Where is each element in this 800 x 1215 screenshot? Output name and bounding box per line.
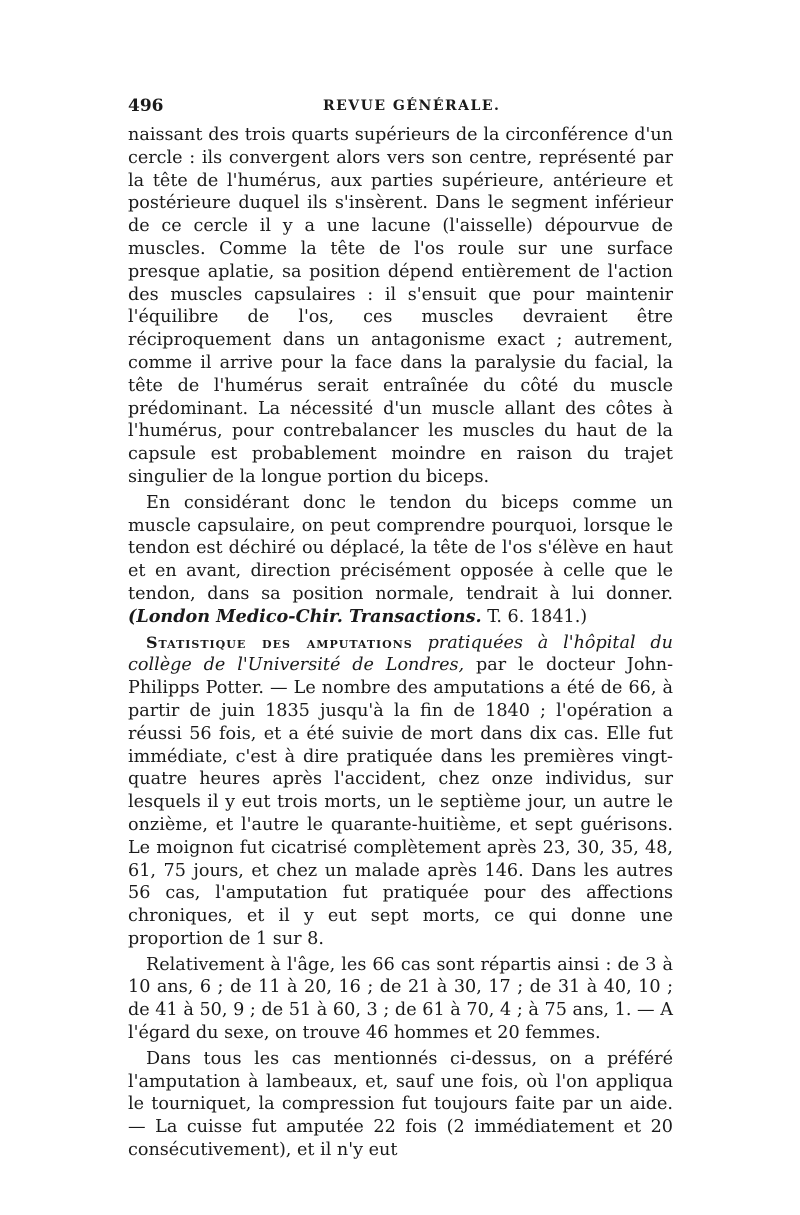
paragraph-5-text: Dans tous les cas mentionnés ci-dessus, on a préféré l'amputation à lambeaux, et, sauf une fois, où l'on appliqua le tourniquet, la compression fut toujours faite par un aide. — La cuisse fut amputée 22 fois (2 immédiatement et 20 consécutivement), et il n'y eut xyxy=(128,1048,673,1161)
citation-volume: T. 6. 1841.) xyxy=(487,606,588,627)
article-body xyxy=(128,124,673,1162)
page xyxy=(128,96,673,1165)
section-heading-italic: pratiquées à l'hôpital du collège de l'Université de Londres, xyxy=(128,632,674,676)
paragraph-3-text: par le docteur John-Philipps Potter. — Le nombre des amputations a été de 66, à partir de juin 1835 jusqu'à la fin de 1840 ; l'opération a réussi 56 fois, et a été suivie de mort dans dix cas. Elle fut immédiate, c'est à dire pratiquée dans les premières vingt-quatre heures après l'accident, chez onze individus, sur lesquels il y eut trois morts, un le septième jour, un autre le onzième, et l'autre le quarante-huitième, et sept guérisons. Le moignon fut cicatrisé complètement après 23, 30, 35, 48, 61, 75 jours, et chez un malade après 146. Dans les autres 56 cas, l'amputation fut pratiquée pour des affections chroniques, et il y eut sept morts, ce qui donne une proportion de 1 sur 8. xyxy=(128,655,674,949)
paragraph-4-text: Relativement à l'âge, les 66 cas sont répartis ainsi : de 3 à 10 ans, 6 ; de 11 à 20, 16 ; de 21 à 30, 17 ; de 31 à 40, 10 ; de 41 à 50, 9 ; de 51 à 60, 3 ; de 61 à 70, 4 ; à 75 ans, 1. — A l'égard du sexe, on trouve 46 hommes et 20 femmes. xyxy=(128,954,673,1044)
paragraph-2 xyxy=(128,492,673,629)
paragraph-1: naissant des trois quarts supérieurs de la circonférence d'un cercle : ils convergent alors vers son centre, représenté par la tête de l'humérus, aux parties supérieure, antérieure et postérieure duquel ils s'insèrent. Dans le segment inférieur de ce cercle il y a une lacune (l'aisselle) dépourvue de muscles. Comme la tête de l'os roule sur une surface presque aplatie, sa position dépend entièrement de l'action des muscles capsulaires : il s'ensuit que pour maintenir l'équilibre de l'os, ces muscles devraient être réciproquement dans un antagonisme exact ; autrement, comme il arrive pour la face dans la paralysie du facial, la tête de l'humérus serait entraînée du côté du muscle prédominant. La nécessité d'un muscle allant des côtes à l'humérus, pour contrebalancer les muscles du haut de la capsule est probablement moindre en raison du trajet singulier de la longue portion du biceps. xyxy=(128,125,673,487)
paragraph-4 xyxy=(128,954,673,1045)
running-head xyxy=(128,96,673,124)
section-heading: Statistique des amputations xyxy=(146,632,413,652)
journal-title: REVUE GÉNÉRALE. xyxy=(323,98,501,114)
citation: (London Medico-Chir. Transactions. xyxy=(128,605,482,627)
paragraph-5 xyxy=(128,1048,673,1162)
page-number: 496 xyxy=(128,96,164,116)
paragraph-3 xyxy=(128,632,673,951)
paragraph-2-text: En considérant donc le tendon du biceps comme un muscle capsulaire, on peut comprendre pourquoi, lorsque le tendon est déchiré ou déplacé, la tête de l'os s'élève en haut et en avant, direction précisément opposée à celle que le tendon, dans sa position normale, tendrait à lui donner. xyxy=(128,492,673,604)
